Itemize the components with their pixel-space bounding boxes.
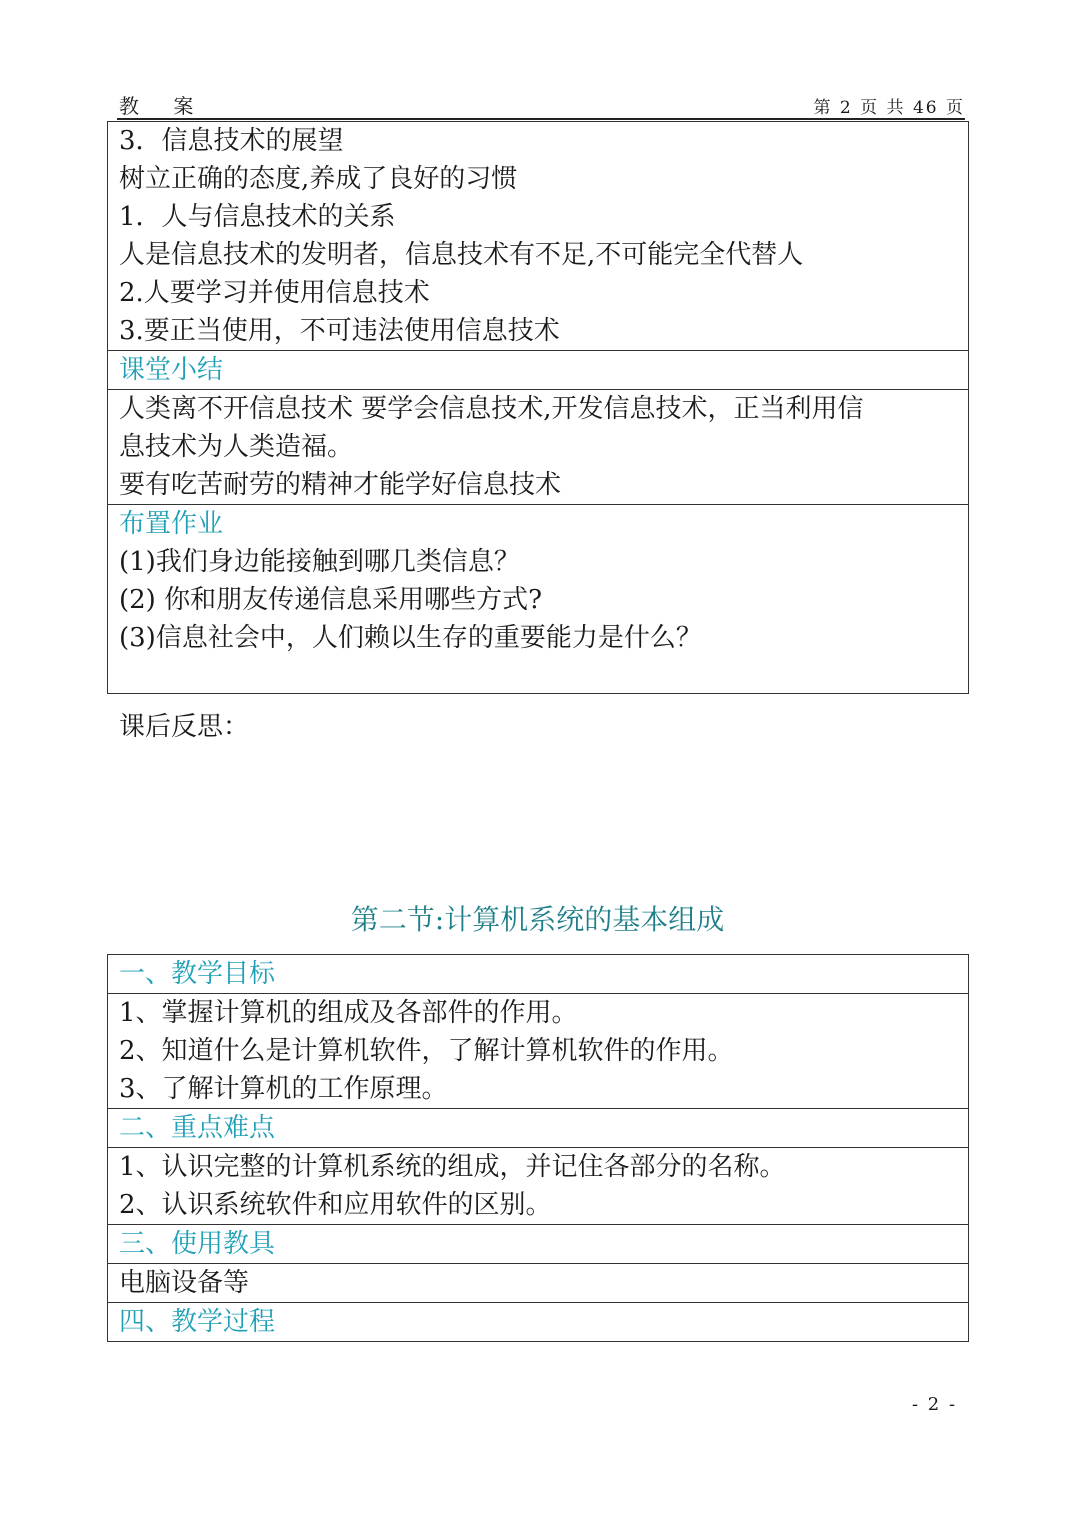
text-line: 3、了解计算机的工作原理。 [119,1074,448,1104]
text-line: 3．信息技术的展望 [119,126,344,156]
content-cell [108,122,969,351]
header-title: 教 案 [119,94,208,118]
content-cell [108,1148,969,1225]
text-line: 1、掌握计算机的组成及各部件的作用。 [119,998,578,1028]
summary-heading: 课堂小结 [119,355,224,385]
section-title: 第二节:计算机系统的基本组成 [350,903,725,936]
table-row [108,122,969,351]
page-number: - 2 - [912,1394,958,1415]
key-points-heading: 二、重点难点 [119,1113,276,1143]
header-page-info: 第 2 页 共 46 页 [813,98,965,118]
heading-cell [108,1303,969,1342]
table-row [108,1148,969,1225]
heading-cell [108,1225,969,1264]
text-line: 2.人要学习并使用信息技术 [119,278,430,308]
text-line: (1)我们身边能接触到哪几类信息？ [119,547,520,577]
table-row [108,505,969,694]
content-cell [108,1264,969,1303]
lesson-table-2 [107,954,969,1342]
content-cell [108,505,969,694]
text-line: 2、知道什么是计算机软件，了解计算机软件的作用。 [119,1036,734,1066]
text-line: 1．人与信息技术的关系 [119,202,396,232]
content-cell [108,390,969,505]
text-line: 人类离不开信息技术 要学会信息技术,开发信息技术，正当利用信 [119,394,864,424]
content-cell [108,994,969,1109]
heading-cell [108,351,969,390]
text-line: (3)信息社会中，人们赖以生存的重要能力是什么？ [119,623,702,653]
table-row [108,390,969,505]
text-line: 人是信息技术的发明者，信息技术有不足,不可能完全代替人 [119,240,804,270]
goals-heading: 一、教学目标 [119,959,276,989]
table-row [108,351,969,390]
text-line: 息技术为人类造福。 [119,432,354,462]
heading-cell [108,1109,969,1148]
table-row [108,1264,969,1303]
table-row [108,1225,969,1264]
text-line: 树立正确的态度,养成了良好的习惯 [119,164,518,194]
table-row [108,955,969,994]
table-row [108,1109,969,1148]
table-row [108,1303,969,1342]
tools-text: 电脑设备等 [119,1268,250,1298]
process-heading: 四、教学过程 [119,1307,276,1337]
table-row [108,994,969,1109]
text-line: 要有吃苦耐劳的精神才能学好信息技术 [119,470,562,500]
tools-heading: 三、使用教具 [119,1229,276,1259]
text-line: 1、认识完整的计算机系统的组成，并记住各部分的名称。 [119,1152,786,1182]
reflection-label: 课后反思： [119,712,250,742]
text-line: 3.要正当使用，不可违法使用信息技术 [119,316,560,346]
heading-cell [108,955,969,994]
homework-heading: 布置作业 [119,509,224,539]
page-header [117,88,965,120]
text-line: 2、认识系统软件和应用软件的区别。 [119,1190,552,1220]
text-line: (2) 你和朋友传递信息采用哪些方式? [119,585,543,615]
lesson-table-1 [107,121,969,694]
